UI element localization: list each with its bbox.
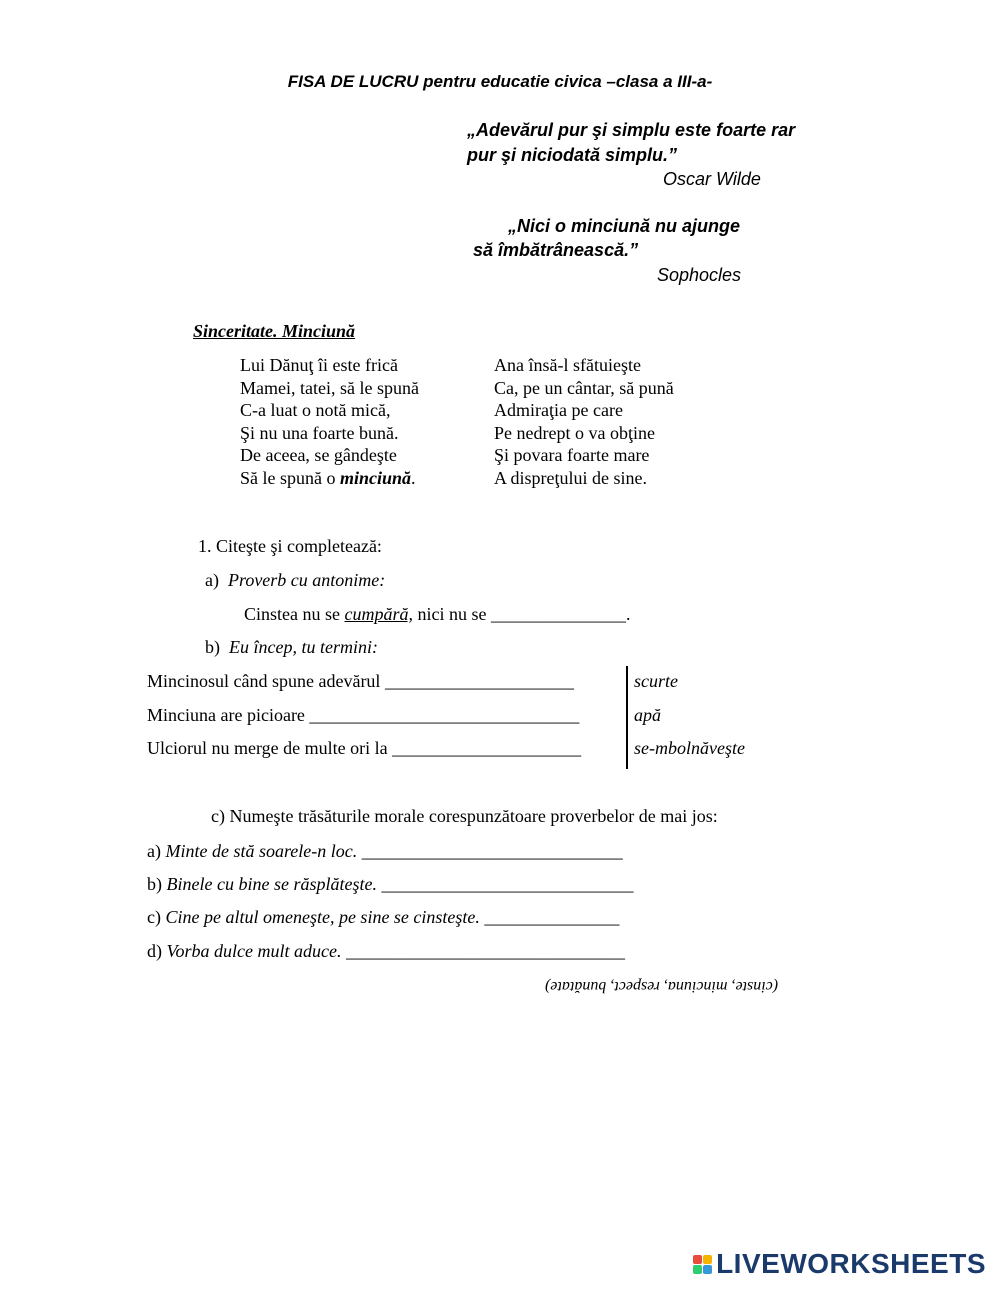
exercise-a-label: a) — [205, 570, 219, 590]
quote-2-line-1: „Nici o minciună nu ajunge — [508, 216, 741, 236]
moral-trait-item-a[interactable] — [147, 841, 623, 862]
completion-row-2[interactable]: Minciuna are picioare ______________________________ — [147, 705, 580, 725]
poem-text: Să le spună o — [240, 467, 340, 488]
poem-line: Mamei, tatei, să le spună — [240, 377, 419, 398]
logo-text: LIVEWORKSHEETS — [716, 1248, 986, 1279]
option-word: apă — [634, 705, 661, 725]
exercise-b-label: b) — [205, 637, 220, 657]
item-proverb: Binele cu bine se răsplăteşte. — [166, 874, 377, 894]
proverb-keyword: cumpără, — [344, 604, 413, 624]
answer-hint-upside-down: (cinste, minciuna, respect, bunătate) — [545, 978, 779, 995]
poem-line: C-a luat o notă mică, — [240, 400, 391, 421]
quote-1-author: Oscar Wilde — [663, 169, 761, 189]
poem-line: Şi povara foarte mare — [494, 445, 650, 466]
poem-line: Ca, pe un cântar, să pună — [494, 377, 674, 398]
poem-line-last — [240, 467, 419, 490]
item-blank[interactable]: ____________________________ — [376, 874, 634, 894]
quote-1-line-2: pur şi niciodată simplu.” — [467, 145, 678, 165]
moral-trait-item-b[interactable] — [147, 874, 633, 895]
poem-line: A dispreţului de sine. — [494, 467, 647, 488]
moral-trait-item-c[interactable] — [147, 907, 619, 928]
logo-square — [703, 1255, 712, 1264]
poem-line: Pe nedrept o va obţine — [494, 422, 655, 443]
poem-left-stanza — [240, 354, 419, 490]
poem-line: Ana însă-l sfătuieşte — [494, 355, 641, 375]
exercise-a-title: Proverb cu antonime: — [227, 570, 386, 590]
proverb-text: Cinstea nu se — [244, 604, 345, 624]
option-word: se-mbolnăveşte — [634, 738, 745, 758]
proverb-antonyms[interactable] — [244, 604, 631, 625]
exercise-1-heading: 1. Citeşte şi completează: — [198, 536, 382, 556]
quote-1-line-1: „Adevărul pur şi simplu este foarte rar — [467, 120, 796, 140]
moral-trait-item-d[interactable] — [147, 941, 625, 962]
proverb-blank[interactable]: nici nu se _______________. — [413, 604, 631, 624]
exercise-a-heading — [205, 570, 385, 591]
logo-square — [703, 1265, 712, 1274]
liveworksheets-logo — [693, 1248, 986, 1280]
exercise-b-heading — [205, 637, 378, 658]
completion-row-1[interactable]: Mincinosul când spune adevărul _____________________ — [147, 671, 574, 691]
item-label: b) — [147, 874, 167, 894]
item-proverb: Vorba dulce mult aduce. — [166, 941, 342, 961]
section-title: Sinceritate. Minciună — [193, 321, 356, 341]
worksheet-title: FISA DE LUCRU pentru educatie civica –clasa a III-a- — [287, 72, 713, 91]
exercise-c-heading: c) Numeşte trăsăturile morale corespunzătoare proverbelor de mai jos: — [211, 806, 718, 826]
option-word: scurte — [634, 671, 678, 691]
item-proverb: Minte de stă soarele-n loc. — [165, 841, 358, 861]
poem-line: Şi nu una foarte bună. — [240, 422, 399, 443]
item-label: a) — [147, 841, 166, 861]
poem-emphasis: minciună — [339, 467, 412, 488]
poem-line: De aceea, se gândeşte — [240, 445, 397, 466]
logo-square — [693, 1265, 702, 1274]
options-divider — [626, 666, 628, 769]
item-blank[interactable]: _______________________________ — [341, 941, 625, 961]
item-label: c) — [147, 907, 166, 927]
logo-icon — [693, 1255, 712, 1274]
item-proverb: Cine pe altul omeneşte, pe sine se cinsteşte. — [165, 907, 480, 927]
item-label: d) — [147, 941, 167, 961]
poem-line: Lui Dănuţ îi este frică — [240, 355, 398, 375]
quote-2-author: Sophocles — [657, 265, 742, 285]
completion-row-3[interactable]: Ulciorul nu merge de multe ori la _____________________ — [147, 738, 582, 758]
item-blank[interactable]: _______________ — [479, 907, 620, 927]
poem-right-stanza — [494, 354, 674, 490]
logo-square — [693, 1255, 702, 1264]
item-blank[interactable]: _____________________________ — [357, 841, 623, 861]
quote-2-line-2: să îmbătrânească.” — [473, 240, 639, 260]
poem-line: Admiraţia pe care — [494, 400, 623, 421]
poem-text: . — [411, 467, 416, 488]
exercise-b-title: Eu încep, tu termini: — [229, 637, 378, 657]
